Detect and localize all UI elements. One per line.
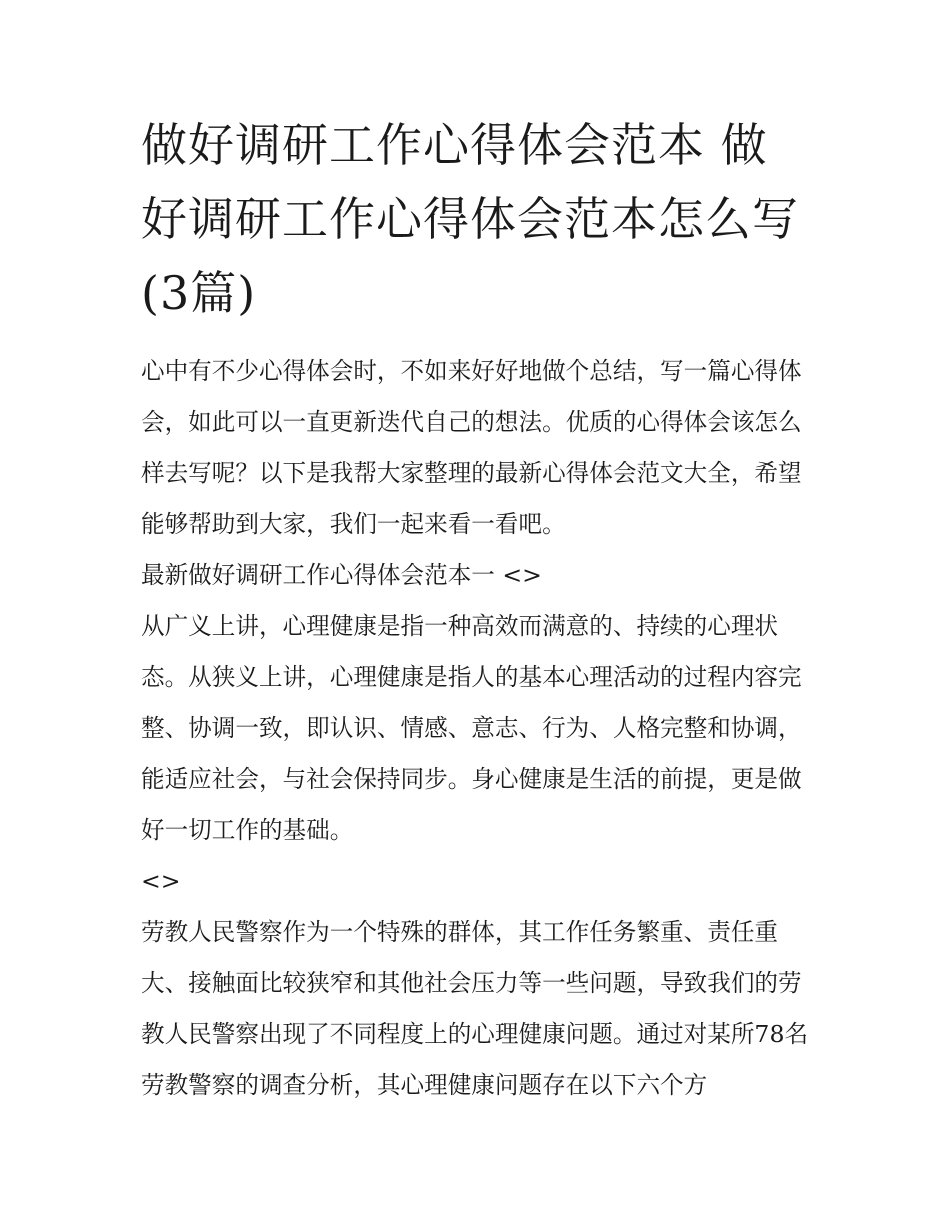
document-page [141,108,813,1111]
section-heading: 最新做好调研工作心得体会范本一 <> [141,561,542,589]
police-paragraph: 劳教人民警察作为一个特殊的群体，其工作任务繁重、责任重大、接触面比较狭窄和其他社会压力等一些问题，导致我们的劳教人民警察出现了不同程度上的心理健康问题。通过对某所78名劳教警察的调查分析，其心理健康问题存在以下六个方 [141,918,809,1099]
document-title: 做好调研工作心得体会范本 做好调研工作心得体会范本怎么写(3篇) [141,118,799,320]
definition-paragraph: 从广义上讲，心理健康是指一种高效而满意的、持续的心理状态。从狭义上讲，心理健康是指人的基本心理活动的过程内容完整、协调一致，即认识、情感、意志、行为、人格完整和协调，能适应社会，与社会保持同步。身心健康是生活的前提，更是做好一切工作的基础。 [141,612,802,844]
intro-paragraph: 心中有不少心得体会时，不如来好好地做个总结，写一篇心得体会，如此可以一直更新迭代自己的想法。优质的心得体会该怎么样去写呢？以下是我帮大家整理的最新心得体会范文大全，希望能够帮助到大家，我们一起来看一看吧。 [141,357,802,538]
placeholder-marker: <> [141,867,181,895]
